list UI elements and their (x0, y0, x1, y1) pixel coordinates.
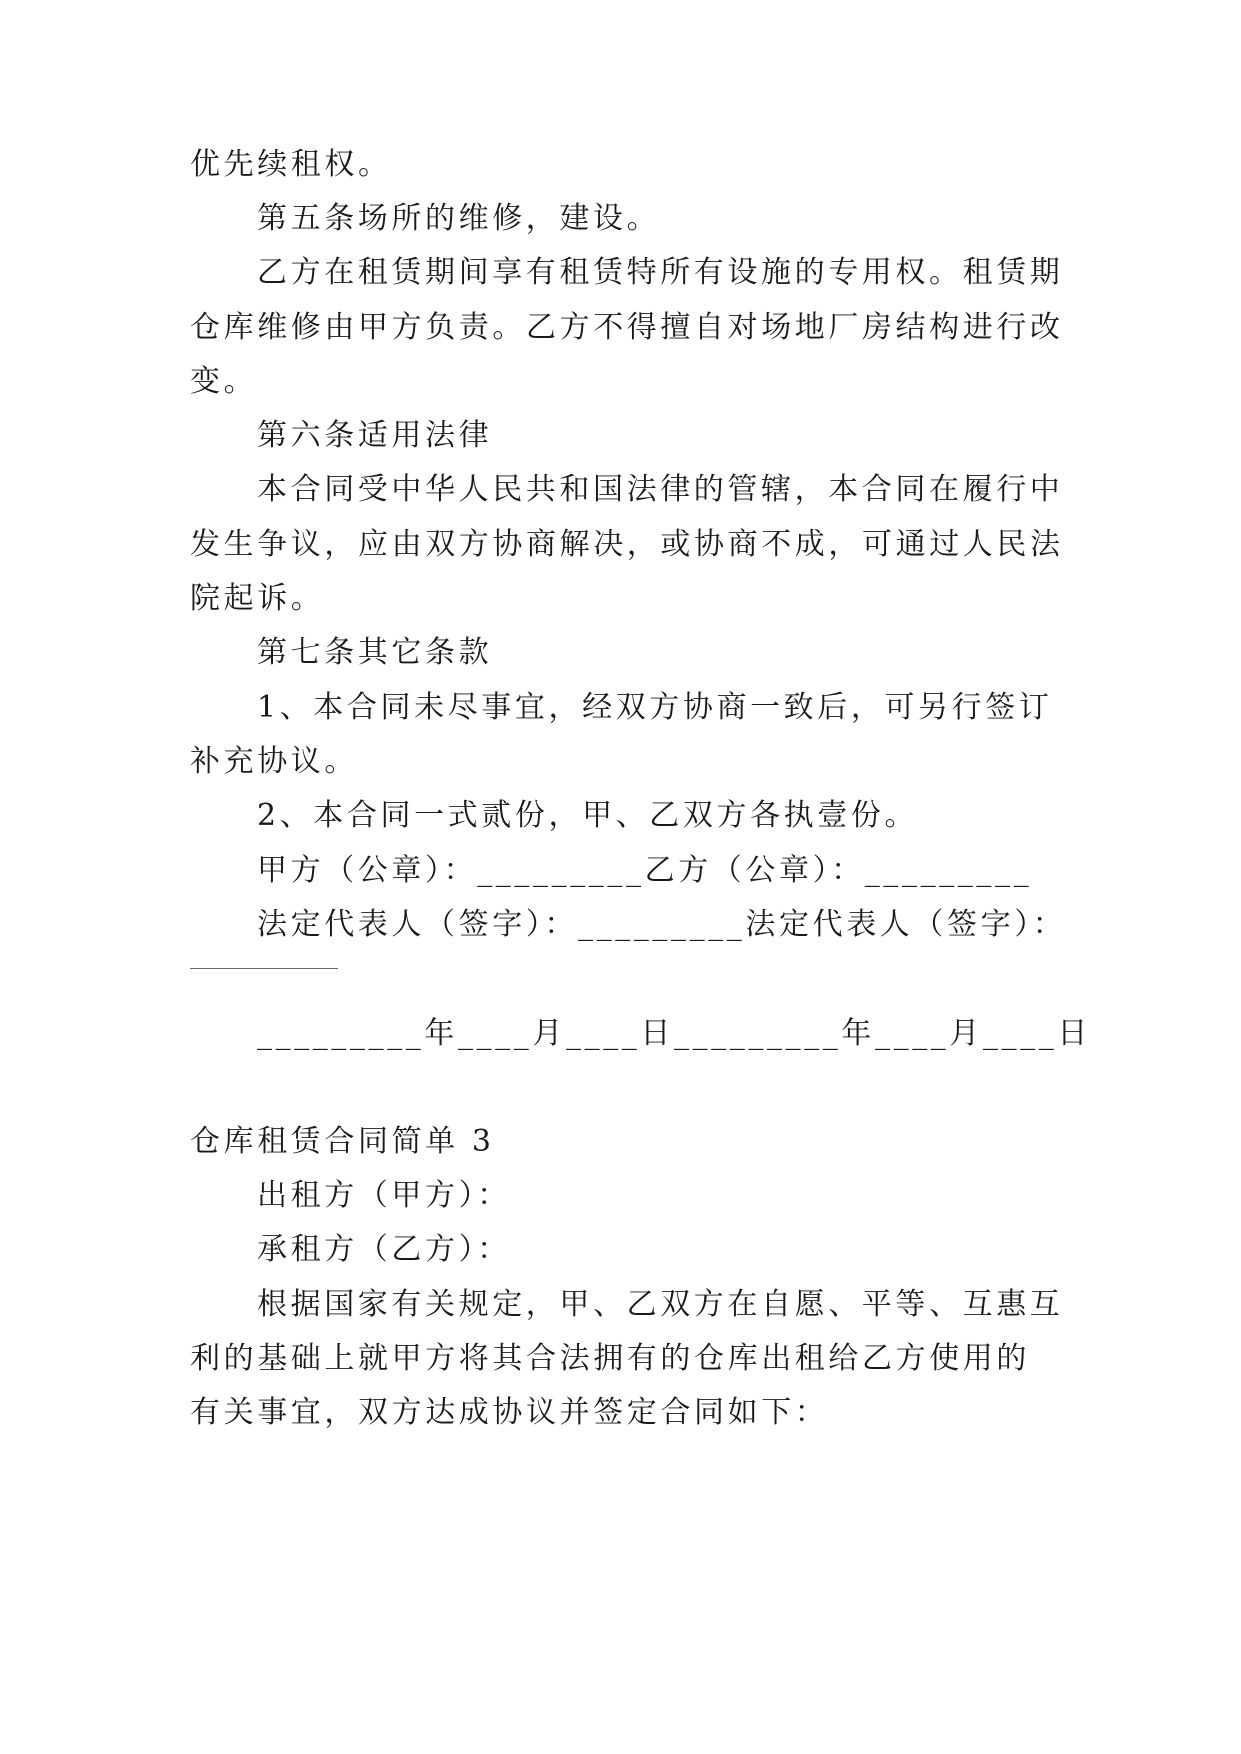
text-line: 乙方在租赁期间享有租赁特所有设施的专用权。租赁期 (257, 255, 1064, 290)
party-line: 承租方（乙方）： (257, 1232, 511, 1267)
text-line: 有关事宜，双方达成协议并签定合同如下： (190, 1395, 829, 1430)
signature-blank (190, 968, 338, 969)
signature-line: 法定代表人（签字）：_________法定代表人（签字）： (257, 907, 1067, 942)
text-line: 补充协议。 (190, 744, 358, 779)
date-line: _________年____月____日_________年____月____日 (257, 1016, 1091, 1051)
article-heading: 第五条场所的维修，建设。 (257, 201, 661, 236)
article-heading: 第六条适用法律 (257, 418, 493, 453)
text-line: 2、本合同一式贰份，甲、乙双方各执壹份。 (257, 798, 919, 833)
signature-line: 甲方（公章）：_________乙方（公章）：_________ (257, 853, 1033, 888)
text-line: 1、本合同未尽事宜，经双方协商一致后，可另行签订 (257, 690, 1053, 725)
text-line: 利的基础上就甲方将其合法拥有的仓库出租给乙方使用的 (190, 1341, 1030, 1376)
text-line: 仓库维修由甲方负责。乙方不得擅自对场地厂房结构进行改 (190, 310, 1064, 345)
text-line: 根据国家有关规定，甲、乙双方在自愿、平等、互惠互 (257, 1287, 1064, 1322)
text-line: 优先续租权。 (190, 147, 392, 182)
party-line: 出租方（甲方）： (257, 1178, 511, 1213)
section-title: 仓库租赁合同简单 3 (190, 1124, 495, 1159)
text-line: 本合同受中华人民共和国法律的管辖，本合同在履行中 (257, 472, 1064, 507)
text-line: 发生争议，应由双方协商解决，或协商不成，可通过人民法 (190, 527, 1064, 562)
article-heading: 第七条其它条款 (257, 635, 493, 670)
text-line: 院起诉。 (190, 581, 325, 616)
text-line: 变。 (190, 364, 258, 399)
